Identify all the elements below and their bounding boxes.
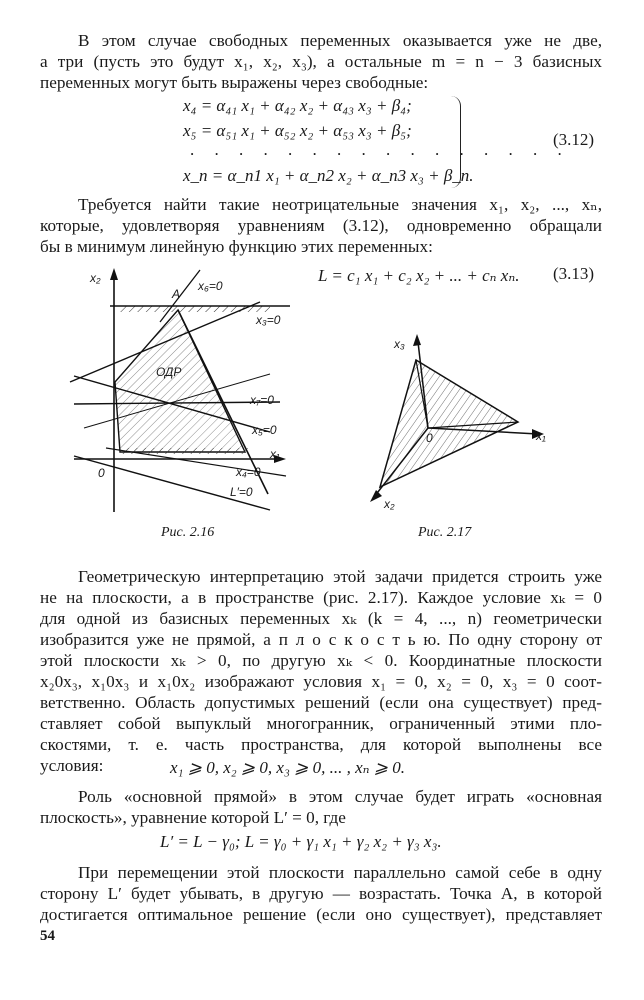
text-line: Геометрическую интерпретацию этой задачи придется строить уже bbox=[78, 567, 602, 586]
equation-ellipsis: . . . . . . . . . . . . . . . . bbox=[190, 140, 570, 159]
paragraph-task bbox=[40, 194, 602, 257]
text-line: x₂0x₃, x₁0x₃ и x₁0x₂ изображают условия x₁ = 0, x₂ = 0, x₃ = 0 соот- bbox=[40, 672, 602, 691]
caption-2-16: Рис. 2.16 bbox=[161, 525, 215, 540]
text-line: изобразится уже не прямой, а п л о с к о с т ь ю. По одну сторону от bbox=[40, 630, 602, 649]
y-axis-arrow bbox=[110, 268, 118, 280]
text-line: достигается оптимальное решение (если оно существует), представляет bbox=[40, 905, 602, 924]
label-x7: x₇=0 bbox=[250, 393, 274, 407]
axis-x2-arrow bbox=[370, 490, 382, 502]
label-odr: ОДР bbox=[156, 365, 182, 379]
label-x3: x₃ bbox=[394, 337, 405, 351]
figure-2-17 bbox=[360, 322, 560, 522]
text-line: ставляет собой выпуклый многогранник, ограниченный этими пло- bbox=[40, 714, 602, 733]
equation-L: L′ = L − γ₀; L = γ₀ + γ₁ x₁ + γ₂ x₂ + γ₃ x₃. bbox=[160, 832, 442, 851]
label-x1: x₁ bbox=[270, 447, 280, 461]
text-line: Требуется найти такие неотрицательные значения x₁, x₂, ..., xₙ, bbox=[78, 195, 602, 214]
label-x3: x₃=0 bbox=[256, 313, 281, 327]
label-x2: x₂ bbox=[384, 497, 395, 511]
equation-x5: x₅ = α₅₁ x₁ + α₅₂ x₂ + α₅₃ x₃ + β₅; bbox=[183, 121, 412, 140]
equation-number-3-12: (3.12) bbox=[553, 130, 595, 149]
equation-objective: L = c₁ x₁ + c₂ x₂ + ... + cₙ xₙ. bbox=[318, 266, 520, 285]
label-x4: x₄=0 bbox=[236, 465, 261, 479]
label-x6: x₆=0 bbox=[198, 279, 223, 293]
label-x1: x₁ bbox=[536, 429, 546, 443]
text-line: бы в минимум линейную функцию этих переменных: bbox=[40, 237, 433, 256]
label-origin: 0 bbox=[426, 431, 433, 445]
figure-2-16 bbox=[60, 262, 300, 522]
text-line: этой плоскости xₖ > 0, по другую xₖ < 0. Координатные плоскости bbox=[40, 651, 602, 670]
nonnegativity-conditions: x₁ ⩾ 0, x₂ ⩾ 0, x₃ ⩾ 0, ... , xₙ ⩾ 0. bbox=[170, 758, 406, 777]
text-line: В этом случае свободных переменных оказывается уже не две, bbox=[78, 31, 602, 50]
paragraph-movement bbox=[40, 862, 602, 925]
text-line: Роль «основной прямой» в этом случае будет играть «основная bbox=[78, 787, 602, 806]
label-origin: 0 bbox=[98, 466, 105, 480]
equation-number-3-13: (3.13) bbox=[553, 264, 595, 283]
caption-2-17: Рис. 2.17 bbox=[418, 525, 472, 540]
label-x2: x₂ bbox=[90, 271, 101, 285]
text-line: которые, удовлетворяя уравнениям (3.12), одновременно обращали bbox=[40, 216, 602, 235]
text-line: условия: bbox=[40, 756, 104, 775]
text-line: сторону L′ будет убывать, в другую — возрастать. Точка A, в которой bbox=[40, 884, 602, 903]
text-line: не на плоскости, а в пространстве (рис. 2.17). Каждое условие xₖ = 0 bbox=[40, 588, 602, 607]
text-line: переменных могут быть выражены через свободные: bbox=[40, 73, 429, 92]
label-x5: x₅=0 bbox=[252, 423, 277, 437]
label-L: L′=0 bbox=[230, 485, 253, 499]
paragraph-basic-plane bbox=[40, 786, 602, 828]
text-line: а три (пусть это будут x₁, x₂, x₃), а остальные m = n − 3 базисных bbox=[40, 52, 602, 71]
label-A: A bbox=[172, 287, 181, 301]
paragraph-geometry bbox=[40, 566, 602, 776]
page-number: 54 bbox=[40, 928, 55, 944]
text-line: плоскость», уравнение которой L′ = 0, где bbox=[40, 808, 346, 827]
text-line: скостями, т. е. часть пространства, для которой выполнены все bbox=[40, 735, 602, 754]
paragraph-intro bbox=[40, 30, 602, 93]
feasible-region-hatch bbox=[115, 310, 245, 452]
system-brace bbox=[446, 96, 461, 188]
equation-xn: x_n = α_n1 x₁ + α_n2 x₂ + α_n3 x₃ + β_n. bbox=[183, 166, 474, 185]
equation-x4: x₄ = α₄₁ x₁ + α₄₂ x₂ + α₄₃ x₃ + β₄; bbox=[183, 96, 412, 115]
text-line: ветственно. Область допустимых решений (если она существует) пред- bbox=[40, 693, 602, 712]
text-line: для одной из базисных переменных xₖ (k = 4, ..., n) геометрически bbox=[40, 609, 602, 628]
text-line: При перемещении этой плоскости параллельно самой себе в одну bbox=[78, 863, 602, 882]
axis-x3-arrow bbox=[413, 334, 421, 346]
